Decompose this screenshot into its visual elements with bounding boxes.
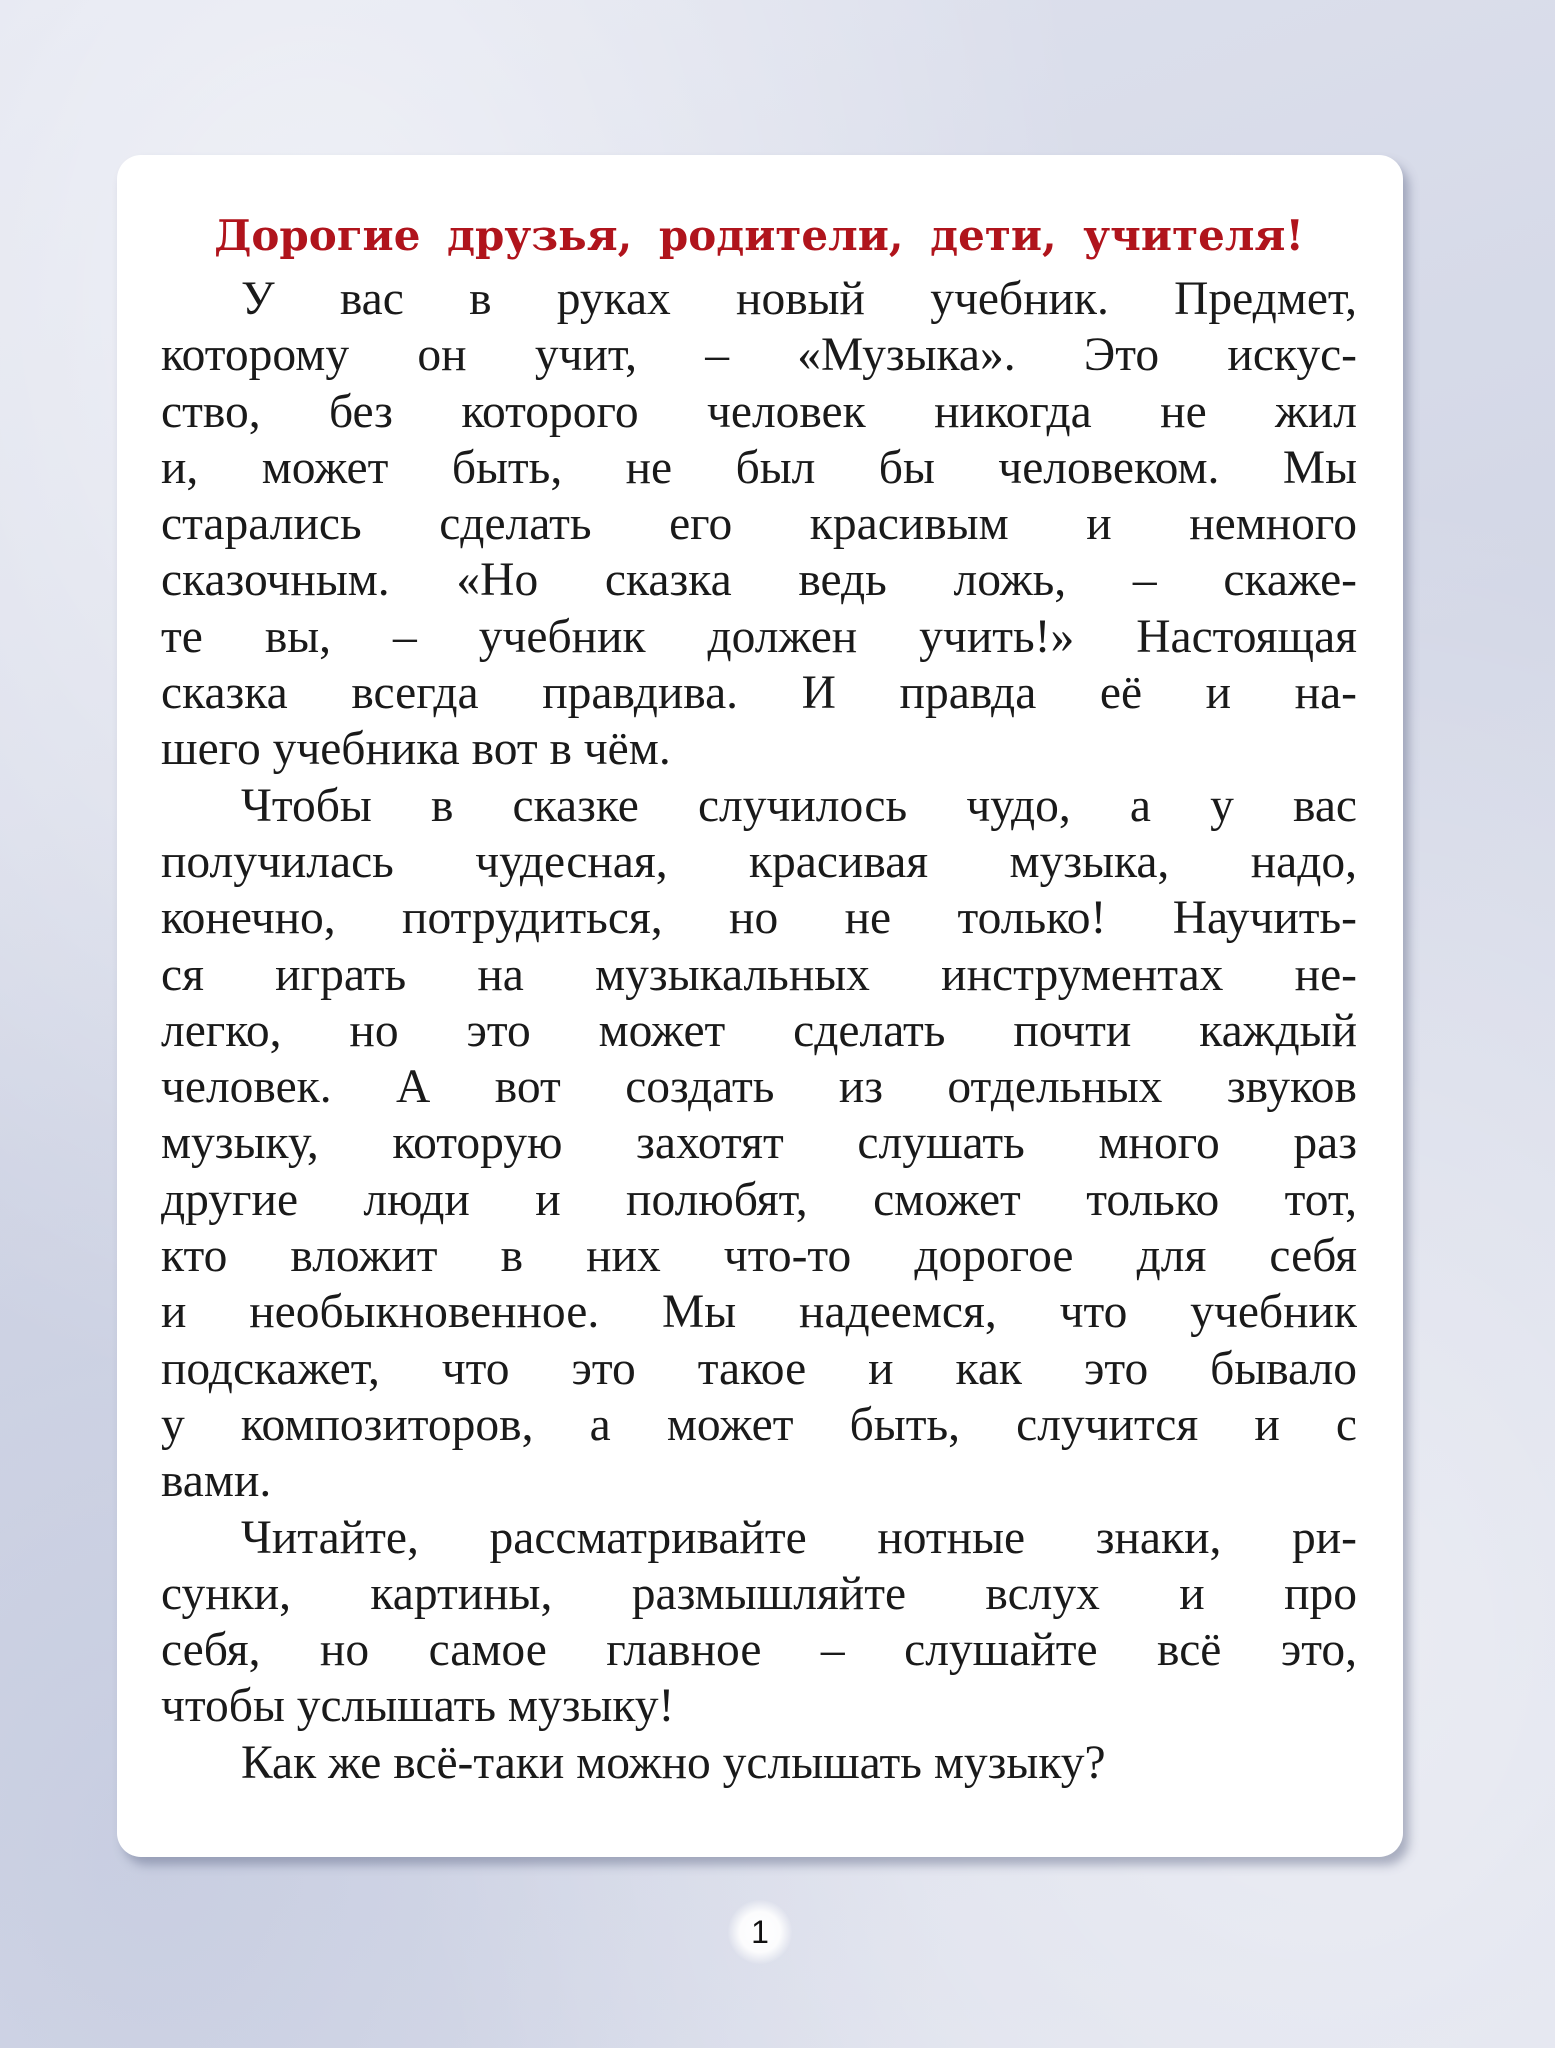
paragraph xyxy=(161,1510,1357,1735)
text-line: другие люди и полюбят, сможет только тот, xyxy=(161,1173,1357,1226)
text-line: и, может быть, не был бы человеком. Мы xyxy=(161,441,1357,494)
text-line: кто вложит в них что-то дорогое для себя xyxy=(161,1230,1357,1283)
text-line: подскажет, что это такое и как это бывало xyxy=(161,1342,1357,1395)
page-heading: Дорогие друзья, родители, дети, учителя! xyxy=(214,211,1304,260)
text-line: сказочным. «Но сказка ведь ложь, – скаже- xyxy=(161,554,1357,607)
text-line: Как же всё-таки можно услышать музыку? xyxy=(241,1736,1106,1789)
text-line: музыку, которую захотят слушать много раз xyxy=(161,1117,1357,1170)
text-line: себя, но самое главное – слушайте всё это, xyxy=(161,1624,1357,1677)
text-line: конечно, потрудиться, но не только! Научить- xyxy=(161,892,1357,945)
text-line: легко, но это может сделать почти каждый xyxy=(161,1004,1357,1057)
page-number: 1 xyxy=(728,1900,792,1964)
text-line: ство, без которого человек никогда не жил xyxy=(161,385,1357,438)
text-line: ся играть на музыкальных инструментах не- xyxy=(161,948,1357,1001)
body-text xyxy=(161,271,1357,1791)
text-line: У вас в руках новый учебник. Предмет, xyxy=(241,273,1357,325)
text-line: человек. А вот создать из отдельных звуков xyxy=(161,1061,1357,1114)
text-card xyxy=(117,155,1403,1857)
text-line: шего учебника вот в чём. xyxy=(161,723,671,776)
paragraph xyxy=(161,1735,1357,1791)
text-line: вами. xyxy=(161,1455,272,1508)
text-line: которому он учит, – «Музыка». Это искус- xyxy=(161,329,1357,382)
text-line: старались сделать его красивым и немного xyxy=(161,498,1357,551)
text-line: Читайте, рассматривайте нотные знаки, ри- xyxy=(241,1511,1357,1564)
text-line: те вы, – учебник должен учить!» Настоящая xyxy=(161,610,1357,663)
text-line: сказка всегда правдива. И правда её и на- xyxy=(161,667,1357,720)
text-line: у композиторов, а может быть, случится и с xyxy=(161,1398,1357,1451)
text-line: получилась чудесная, красивая музыка, надо, xyxy=(161,835,1357,888)
text-line: сунки, картины, размышляйте вслух и про xyxy=(161,1567,1357,1620)
text-line: Чтобы в сказке случилось чудо, а у вас xyxy=(241,779,1357,832)
paragraph xyxy=(161,271,1357,778)
paragraph xyxy=(161,778,1357,1510)
text-line: чтобы услышать музыку! xyxy=(161,1680,675,1733)
text-line: и необыкновенное. Мы надеемся, что учебник xyxy=(161,1286,1357,1339)
